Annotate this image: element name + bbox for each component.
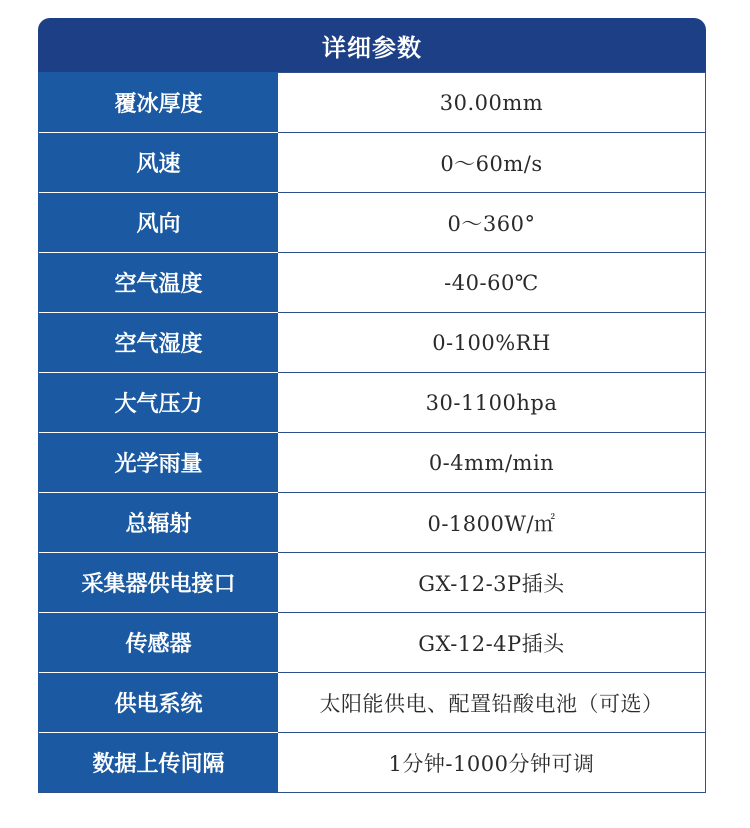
- row-label: 数据上传间隔: [39, 733, 279, 793]
- row-label: 采集器供电接口: [39, 553, 279, 613]
- table-row: [39, 373, 706, 433]
- row-value: 0～60m/s: [278, 133, 706, 193]
- row-label: 覆冰厚度: [39, 73, 279, 133]
- table-row: [39, 673, 706, 733]
- row-value: GX-12-3P插头: [278, 553, 706, 613]
- row-value: -40-60℃: [278, 253, 706, 313]
- table-row: [39, 433, 706, 493]
- table-row: [39, 733, 706, 793]
- row-value: 30-1100hpa: [278, 373, 706, 433]
- table-row: [39, 613, 706, 673]
- row-label: 总辐射: [39, 493, 279, 553]
- row-value: 30.00mm: [278, 73, 706, 133]
- row-label: 风速: [39, 133, 279, 193]
- row-value: 0～360°: [278, 193, 706, 253]
- row-label: 传感器: [39, 613, 279, 673]
- row-label: 空气湿度: [39, 313, 279, 373]
- spec-table: [38, 72, 706, 793]
- row-value: 0-1800W/㎡: [278, 493, 706, 553]
- table-row: [39, 553, 706, 613]
- row-label: 供电系统: [39, 673, 279, 733]
- table-row: [39, 253, 706, 313]
- row-value: 太阳能供电、配置铅酸电池（可选）: [278, 673, 706, 733]
- table-row: [39, 133, 706, 193]
- row-label: 大气压力: [39, 373, 279, 433]
- row-label: 光学雨量: [39, 433, 279, 493]
- row-value: 1分钟-1000分钟可调: [278, 733, 706, 793]
- table-row: [39, 73, 706, 133]
- spec-table-card: [38, 18, 706, 793]
- row-value: 0-4mm/min: [278, 433, 706, 493]
- table-row: [39, 193, 706, 253]
- table-row: [39, 313, 706, 373]
- row-value: 0-100%RH: [278, 313, 706, 373]
- table-row: [39, 493, 706, 553]
- row-label: 空气温度: [39, 253, 279, 313]
- table-title: 详细参数: [38, 18, 706, 72]
- row-value: GX-12-4P插头: [278, 613, 706, 673]
- row-label: 风向: [39, 193, 279, 253]
